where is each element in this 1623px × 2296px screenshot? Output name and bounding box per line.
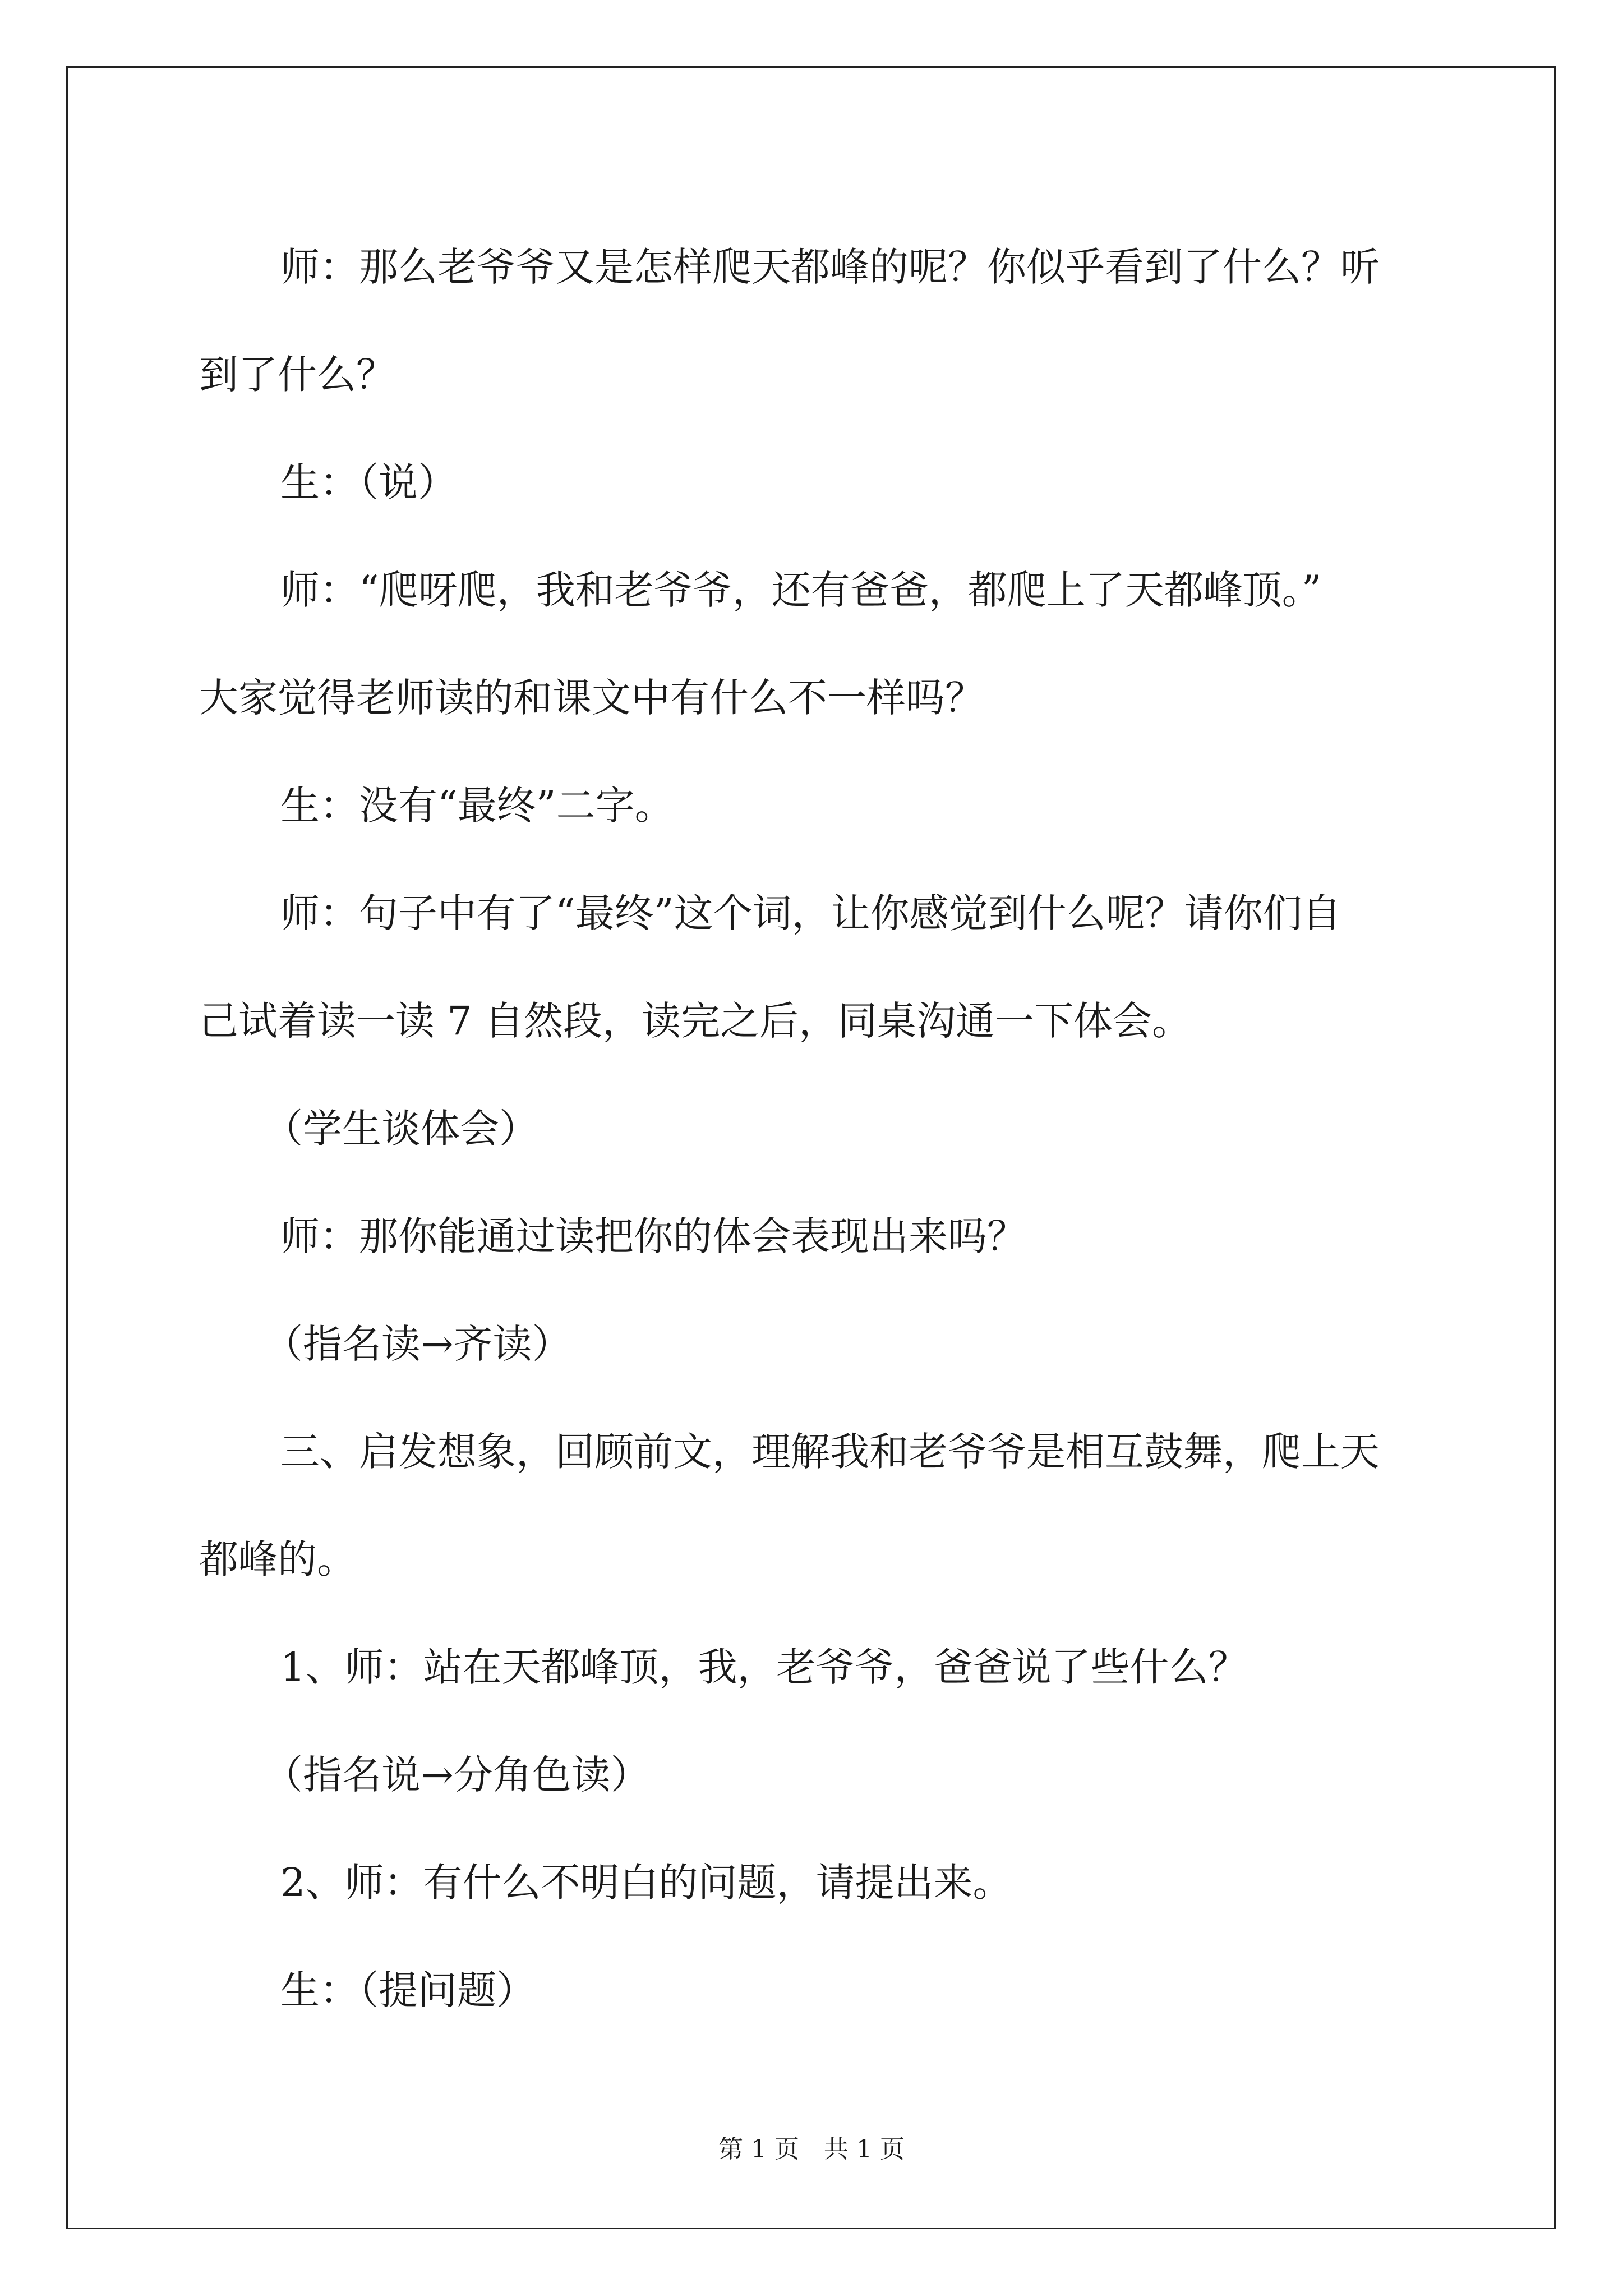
paragraph-line: 师：那你能通过读把你的体会表现出来吗？ [280, 1213, 1026, 1259]
page-footer: 第 1 页 共 1 页 [718, 2135, 905, 2164]
paragraph-line: 到了什么？ [199, 352, 395, 398]
paragraph-line: 师：句子中有了“最终”这个词，让你感觉到什么呢？请你们自 [280, 890, 1341, 936]
paragraph-line: 生：没有“最终”二字。 [280, 783, 674, 829]
paragraph-line: 大家觉得老师读的和课文中有什么不一样吗？ [199, 675, 984, 721]
paragraph-line: 师：“爬呀爬，我和老爷爷，还有爸爸，都爬上了天都峰顶。” [280, 567, 1322, 613]
paragraph-line: 三、启发想象，回顾前文，理解我和老爷爷是相互鼓舞，爬上天 [280, 1429, 1380, 1475]
document-body [199, 213, 1422, 2044]
paragraph-line: （指名读→齐读） [264, 1321, 571, 1367]
paragraph-line: 1、师：站在天都峰顶，我，老爷爷，爸爸说了些什么？ [280, 1644, 1248, 1690]
paragraph-line: 2、师：有什么不明白的问题，请提出来。 [280, 1860, 1012, 1906]
paragraph-line: 都峰的。 [199, 1536, 356, 1582]
paragraph-line: 己试着读一读 7 自然段，读完之后，同桌沟通一下体会。 [199, 998, 1192, 1044]
paragraph-line: 师：那么老爷爷又是怎样爬天都峰的呢？你似乎看到了什么？听 [280, 244, 1380, 290]
paragraph-line: 生：（提问题） [280, 1967, 536, 2013]
paragraph-line: 生：（说） [280, 459, 457, 505]
paragraph-line: （学生谈体会） [264, 1106, 538, 1152]
paragraph-line: （指名说→分角色读） [264, 1752, 650, 1798]
